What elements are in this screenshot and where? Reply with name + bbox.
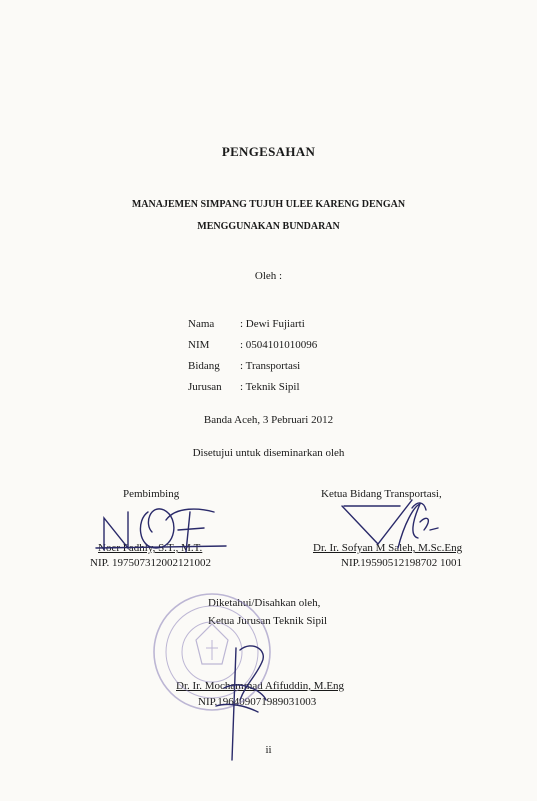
left-signatory-role: Pembimbing [123,488,180,500]
right-signature [342,500,438,548]
left-signatory-nip: NIP. 197507312002121002 [90,557,212,569]
page-title: PENGESAHAN [221,144,316,159]
info-value: : Dewi Fujiarti [240,318,305,330]
info-label: NIM [188,339,210,351]
page-number: ii [265,744,272,756]
info-value: : Teknik Sipil [240,381,300,393]
info-value: : 0504101010096 [240,339,318,351]
approval-note: Disetujui untuk diseminarkan oleh [192,447,345,459]
bottom-signatory-role: Ketua Jurusan Teknik Sipil [208,615,328,627]
left-signatory-name: Noer Fadhly, S.T., M.T. [98,542,203,554]
bottom-signatory-line1: Diketahui/Disahkan oleh, [208,597,321,609]
right-signatory-role: Ketua Bidang Transportasi, [321,488,442,500]
right-signatory-name: Dr. Ir. Sofyan M Saleh, M.Sc.Eng [313,542,463,554]
left-signature [96,509,226,552]
right-signatory-nip: NIP.19590512198702 1001 [341,557,463,569]
thesis-title-line-2: MENGGUNAKAN BUNDARAN [197,221,340,232]
university-stamp [154,594,270,710]
bottom-signatory-name: Dr. Ir. Mochammad Afifuddin, M.Eng [176,680,345,692]
date-place: Banda Aceh, 3 Pebruari 2012 [203,414,334,426]
info-label: Nama [188,318,215,330]
info-label: Bidang [188,360,220,372]
info-value: : Transportasi [240,360,301,372]
bottom-signatory-nip: NIP.196409071989031003 [198,696,317,708]
by-label: Oleh : [254,270,283,282]
thesis-title-line-1: MANAJEMEN SIMPANG TUJUH ULEE KARENG DENGAN [131,199,406,210]
info-label: Jurusan [188,381,222,393]
